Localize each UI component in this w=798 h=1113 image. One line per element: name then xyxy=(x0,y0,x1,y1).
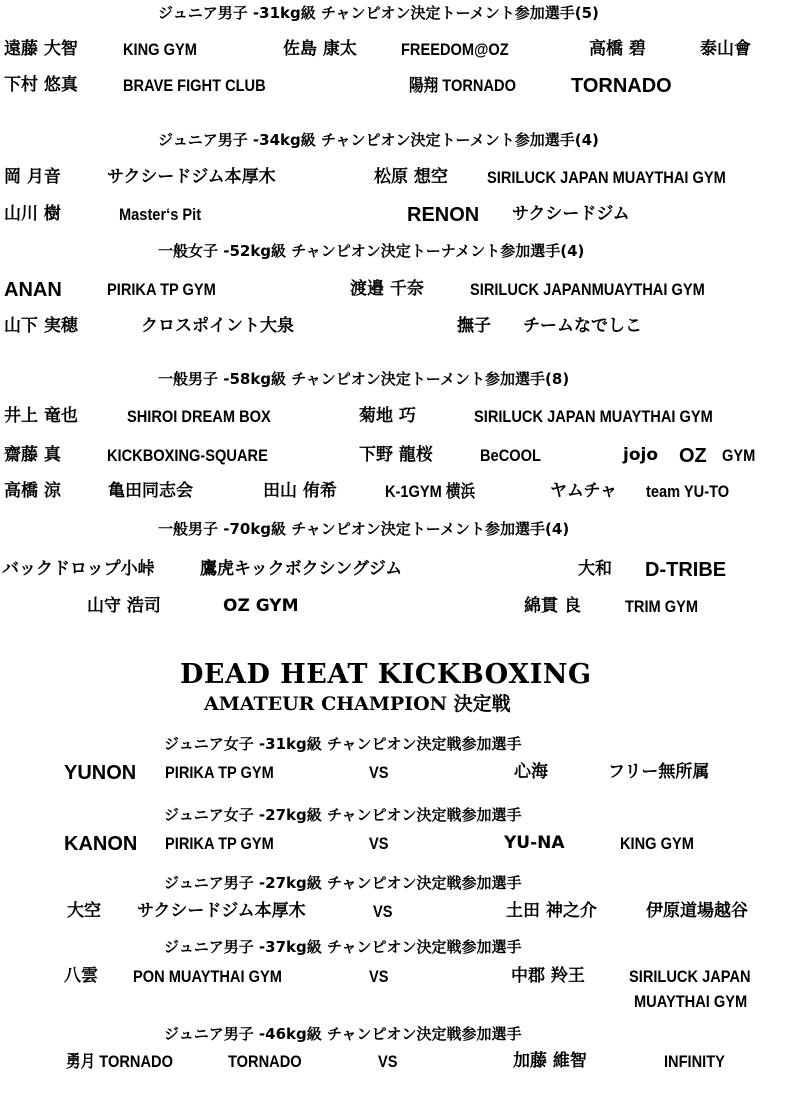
fighter-name: YUNON xyxy=(64,762,137,784)
fighter-name: 八雲 xyxy=(64,966,98,986)
gym-name: KING GYM xyxy=(620,834,694,853)
fighter-name: 下野 龍桜 xyxy=(359,445,433,465)
gym-name: SIRILUCK JAPAN MUAYTHAI GYM xyxy=(487,168,726,187)
gym-name: SIRILUCK JAPANMUAYTHAI GYM xyxy=(470,280,705,299)
bout-heading: ジュニア女子 -31kg級 チャンピオン決定戦参加選手 xyxy=(164,735,522,753)
gym-name: 亀田同志会 xyxy=(108,481,193,501)
event-subtitle: AMATEUR CHAMPION 決定戦 xyxy=(204,693,511,715)
fighter-name: 高橋 碧 xyxy=(589,39,646,59)
tournament-heading: 一般男子 -58kg級 チャンピオン決定トーメント参加選手(8) xyxy=(158,370,570,388)
gym-name: TORNADO xyxy=(228,1052,302,1071)
tournament-heading: 一般女子 -52kg級 チャンピオン決定トーナメント参加選手(4) xyxy=(158,242,585,260)
event-title: DEAD HEAT KICKBOXING xyxy=(180,659,592,690)
fighter-name: 綿貫 良 xyxy=(524,596,581,616)
gym-name: PIRIKA TP GYM xyxy=(107,280,216,299)
bout-heading: ジュニア男子 -37kg級 チャンピオン決定戦参加選手 xyxy=(164,938,522,956)
fighter-name: RENON xyxy=(407,204,480,226)
fighter-name: 山守 浩司 xyxy=(87,596,161,616)
fighter-name: KANON xyxy=(64,833,138,855)
gym-name: PIRIKA TP GYM xyxy=(165,763,274,782)
fighter-name: 松原 想空 xyxy=(374,167,448,187)
gym-name: フリー無所属 xyxy=(608,762,710,782)
gym-name: 伊原道場越谷 xyxy=(646,901,748,921)
gym-name: OZ xyxy=(679,445,707,467)
fighter-name: 佐島 康太 xyxy=(283,39,357,59)
fighter-name: 大空 xyxy=(67,901,101,921)
fighter-name: 心海 xyxy=(514,762,548,782)
gym-name: BeCOOL xyxy=(480,446,541,465)
gym-name: KING GYM xyxy=(123,40,197,59)
vs-label: VS xyxy=(373,902,393,921)
vs-label: VS xyxy=(369,834,389,853)
gym-name: 鷹虎キックボクシングジム xyxy=(200,559,403,579)
fighter-name: 高橋 涼 xyxy=(4,481,61,501)
gym-name: SIRILUCK JAPAN xyxy=(629,967,751,986)
gym-name: PON MUAYTHAI GYM xyxy=(133,967,282,986)
fighter-name: 渡邉 千奈 xyxy=(350,279,424,299)
fighter-name: 山川 樹 xyxy=(4,204,61,224)
bout-heading: ジュニア女子 -27kg級 チャンピオン決定戦参加選手 xyxy=(164,806,522,824)
gym-name: チームなでしこ xyxy=(523,316,642,336)
fighter-name: 遠藤 大智 xyxy=(4,39,78,59)
vs-label: VS xyxy=(369,763,389,782)
gym-name: TORNADO xyxy=(571,75,672,97)
fighter-name: 菊地 巧 xyxy=(359,406,416,426)
gym-name: サクシードジム本厚木 xyxy=(137,901,306,921)
fighter-name: バックドロップ小峠 xyxy=(2,559,155,579)
fighter-name: ANAN xyxy=(4,279,62,301)
fighter-name: 土田 神之介 xyxy=(506,901,597,921)
fighter-name: 下村 悠真 xyxy=(4,75,78,95)
gym-name: D-TRIBE xyxy=(645,559,727,581)
fighter-name: 加藤 維智 xyxy=(513,1051,587,1071)
gym-name: team YU-TO xyxy=(646,482,730,501)
fighter-name: 齋藤 真 xyxy=(4,445,61,465)
fighter-name: 撫子 xyxy=(457,316,491,336)
gym-name: GYM xyxy=(722,446,756,465)
gym-name: サクシードジム本厚木 xyxy=(107,167,276,187)
vs-label: VS xyxy=(378,1052,398,1071)
gym-name: PIRIKA TP GYM xyxy=(165,834,274,853)
gym-name: BRAVE FIGHT CLUB xyxy=(123,76,266,95)
fighter-name: 井上 竜也 xyxy=(4,406,78,426)
tournament-heading: ジュニア男子 -34kg級 チャンピオン決定トーメント参加選手(4) xyxy=(158,131,599,149)
bout-heading: ジュニア男子 -46kg級 チャンピオン決定戦参加選手 xyxy=(164,1025,522,1043)
gym-name: クロスポイント大泉 xyxy=(141,316,294,336)
gym-name: MUAYTHAI GYM xyxy=(634,992,748,1011)
gym-name: 泰山會 xyxy=(700,39,751,59)
gym-name: SIRILUCK JAPAN MUAYTHAI GYM xyxy=(474,407,713,426)
fighter-name: 勇月 TORNADO xyxy=(66,1052,173,1071)
gym-name: OZ GYM xyxy=(223,596,299,616)
gym-name: jojo xyxy=(623,445,659,465)
gym-name: サクシードジム xyxy=(512,204,630,224)
fighter-name: ヤムチャ xyxy=(550,481,617,501)
gym-name: TRIM GYM xyxy=(625,597,699,616)
gym-name: K-1GYM 横浜 xyxy=(385,482,476,501)
tournament-heading: ジュニア男子 -31kg級 チャンピオン決定トーメント参加選手(5) xyxy=(158,4,599,22)
bout-heading: ジュニア男子 -27kg級 チャンピオン決定戦参加選手 xyxy=(164,874,522,892)
fighter-name: 陽翔 TORNADO xyxy=(409,76,516,95)
vs-label: VS xyxy=(369,967,389,986)
gym-name: SHIROI DREAM BOX xyxy=(127,407,271,426)
tournament-heading: 一般男子 -70kg級 チャンピオン決定トーメント参加選手(4) xyxy=(158,520,570,538)
gym-name: KICKBOXING-SQUARE xyxy=(107,446,268,465)
fighter-name: 大和 xyxy=(578,559,612,579)
fighter-name: 山下 実穂 xyxy=(4,316,78,336)
fighter-name: 中郡 羚王 xyxy=(511,966,585,986)
fighter-name: 岡 月音 xyxy=(4,167,61,187)
gym-name: Master‘s Pit xyxy=(119,205,202,224)
gym-name: FREEDOM@OZ xyxy=(401,40,509,59)
gym-name: INFINITY xyxy=(664,1052,725,1071)
fighter-name: 田山 侑希 xyxy=(263,481,337,501)
fighter-name: YU-NA xyxy=(504,833,565,853)
